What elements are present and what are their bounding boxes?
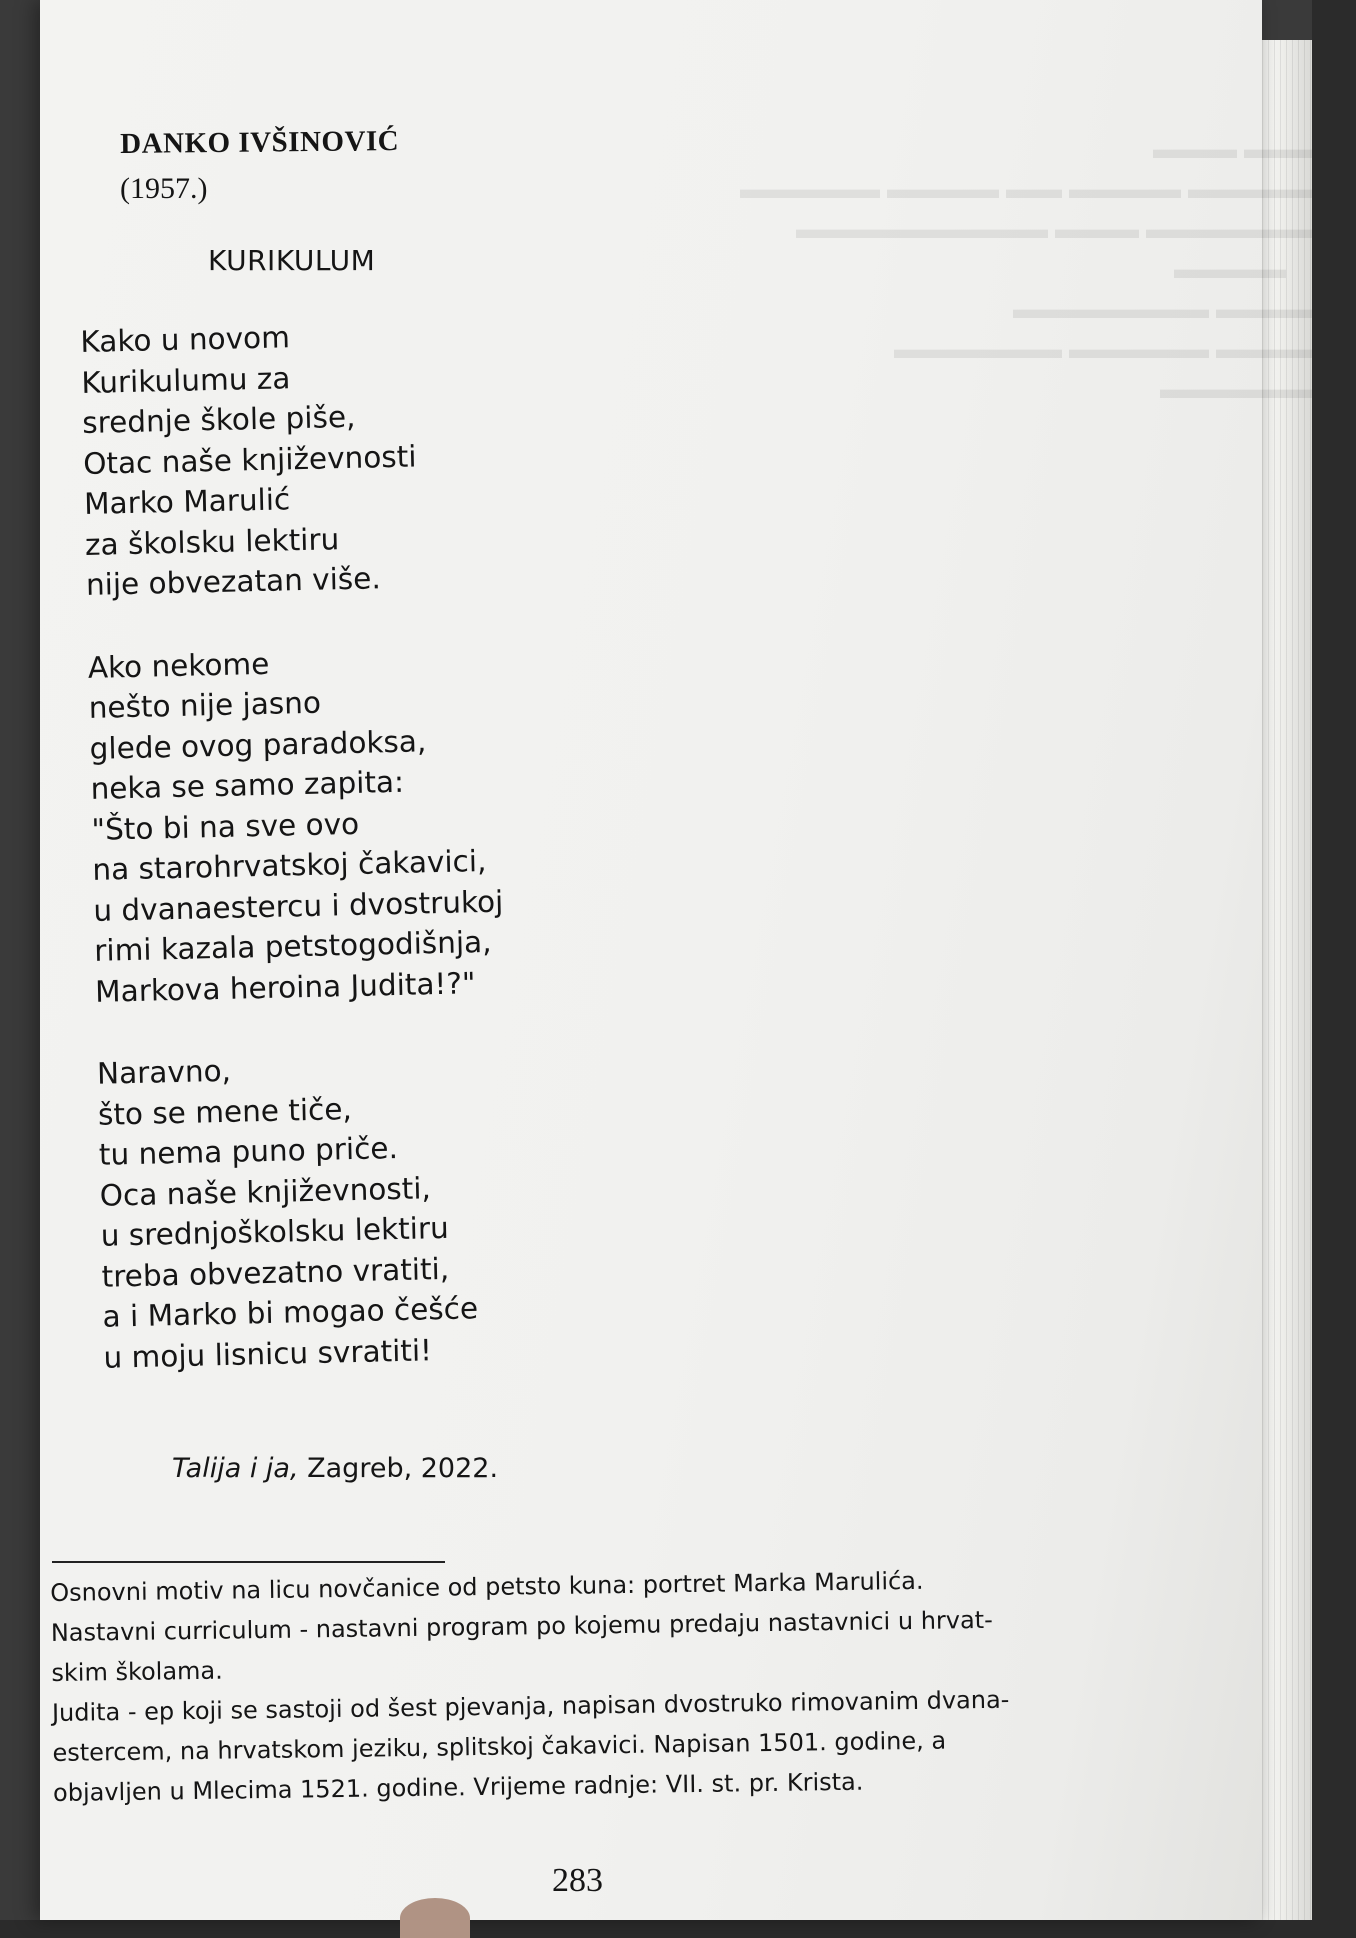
poem-line: na starohrvatskoj čakavici, [92, 843, 487, 887]
poem-line: "Što bi na sve ovo [91, 806, 360, 847]
poem-line: u moju lisnicu svratiti! [103, 1332, 433, 1375]
poem-line: za školsku lektiru [84, 521, 340, 562]
poem-line: Ako nekome [87, 646, 270, 685]
poem-body [80, 306, 805, 1420]
source-place-year: Zagreb, 2022. [298, 1453, 499, 1484]
author-name: DANKO IVŠINOVIĆ [120, 125, 400, 160]
poem-line: glede ovog paradoksa, [89, 723, 427, 766]
stanza-2 [87, 632, 795, 1012]
footnotes [50, 1557, 1203, 1813]
poem-line: Oca naše književnosti, [99, 1170, 432, 1213]
poem-line: Naravno, [96, 1053, 232, 1091]
poem-line: Marko Marulić [83, 482, 291, 521]
poem-line: srednje škole piše, [81, 399, 356, 440]
author-years: (1957.) [120, 172, 208, 205]
poem-line: Kako u novom [80, 320, 291, 359]
poem-line: što se mene tiče, [97, 1091, 353, 1132]
footnote-line: Judita - ep koji se sastoji od šest pjevanja, napisan dvostruko rimovanim dvana- [51, 1685, 1010, 1727]
poem-line: neka se samo zapita: [90, 764, 405, 806]
page-number: 283 [552, 1862, 603, 1899]
thumb-holding-book [400, 1898, 470, 1938]
poem-line: Kurikulumu za [80, 360, 291, 400]
footnote-line: estercem, na hrvatskom jeziku, splitskoj čakavici. Napisan 1501. godine, a [52, 1726, 947, 1767]
poem-line: rimi kazala petstogodišnja, [93, 924, 492, 968]
poem-line: treba obvezatno vratiti, [101, 1251, 450, 1294]
poem-line: tu nema puno priče. [98, 1131, 399, 1172]
poem-line: Otac naše književnosti [82, 438, 417, 481]
poem-line: nešto nije jasno [88, 685, 322, 725]
source-book-title: Talija i ja, [172, 1453, 299, 1484]
poem-line: u dvanaestercu i dvostrukoj [92, 884, 504, 928]
poem-line: a i Marko bi mogao češće [102, 1291, 479, 1334]
footnote-line: Osnovni motiv na licu novčanice od petsto kuna: portret Marka Marulića. [50, 1566, 924, 1607]
show-through-texture: ▬▬▬ ▬▬▬▬ ▬▬ ▬▬▬▬ ▬▬▬▬▬ ▬▬▬▬▬▬ ▬▬▬ ▬▬▬▬▬▬▬▬▬ ▬▬▬▬ ▬▬▬▬▬▬▬ ▬▬▬▬▬ ▬▬▬▬▬▬ ▬▬▬▬▬▬▬ [740, 134, 1356, 405]
poem-source [172, 1453, 498, 1484]
footnote-line: Nastavni curriculum - nastavni program po kojemu predaju nastavnici u hrvat- [50, 1605, 993, 1647]
footnote-line: skim školama. [51, 1656, 223, 1687]
poem-title: KURIKULUM [208, 244, 376, 277]
book-page [40, 0, 1356, 1920]
poem-line: Markova heroina Judita!?" [94, 965, 476, 1009]
footnote-line: objavljen u Mlecima 1521. godine. Vrijeme radnje: VII. st. pr. Krista. [52, 1767, 864, 1807]
stanza-3 [97, 1038, 804, 1378]
poem-line: u srednjoškolsku lektiru [100, 1210, 450, 1253]
footnote-rule [52, 1561, 445, 1563]
poem-line: nije obvezatan više. [85, 561, 382, 602]
stanza-1 [80, 306, 786, 605]
